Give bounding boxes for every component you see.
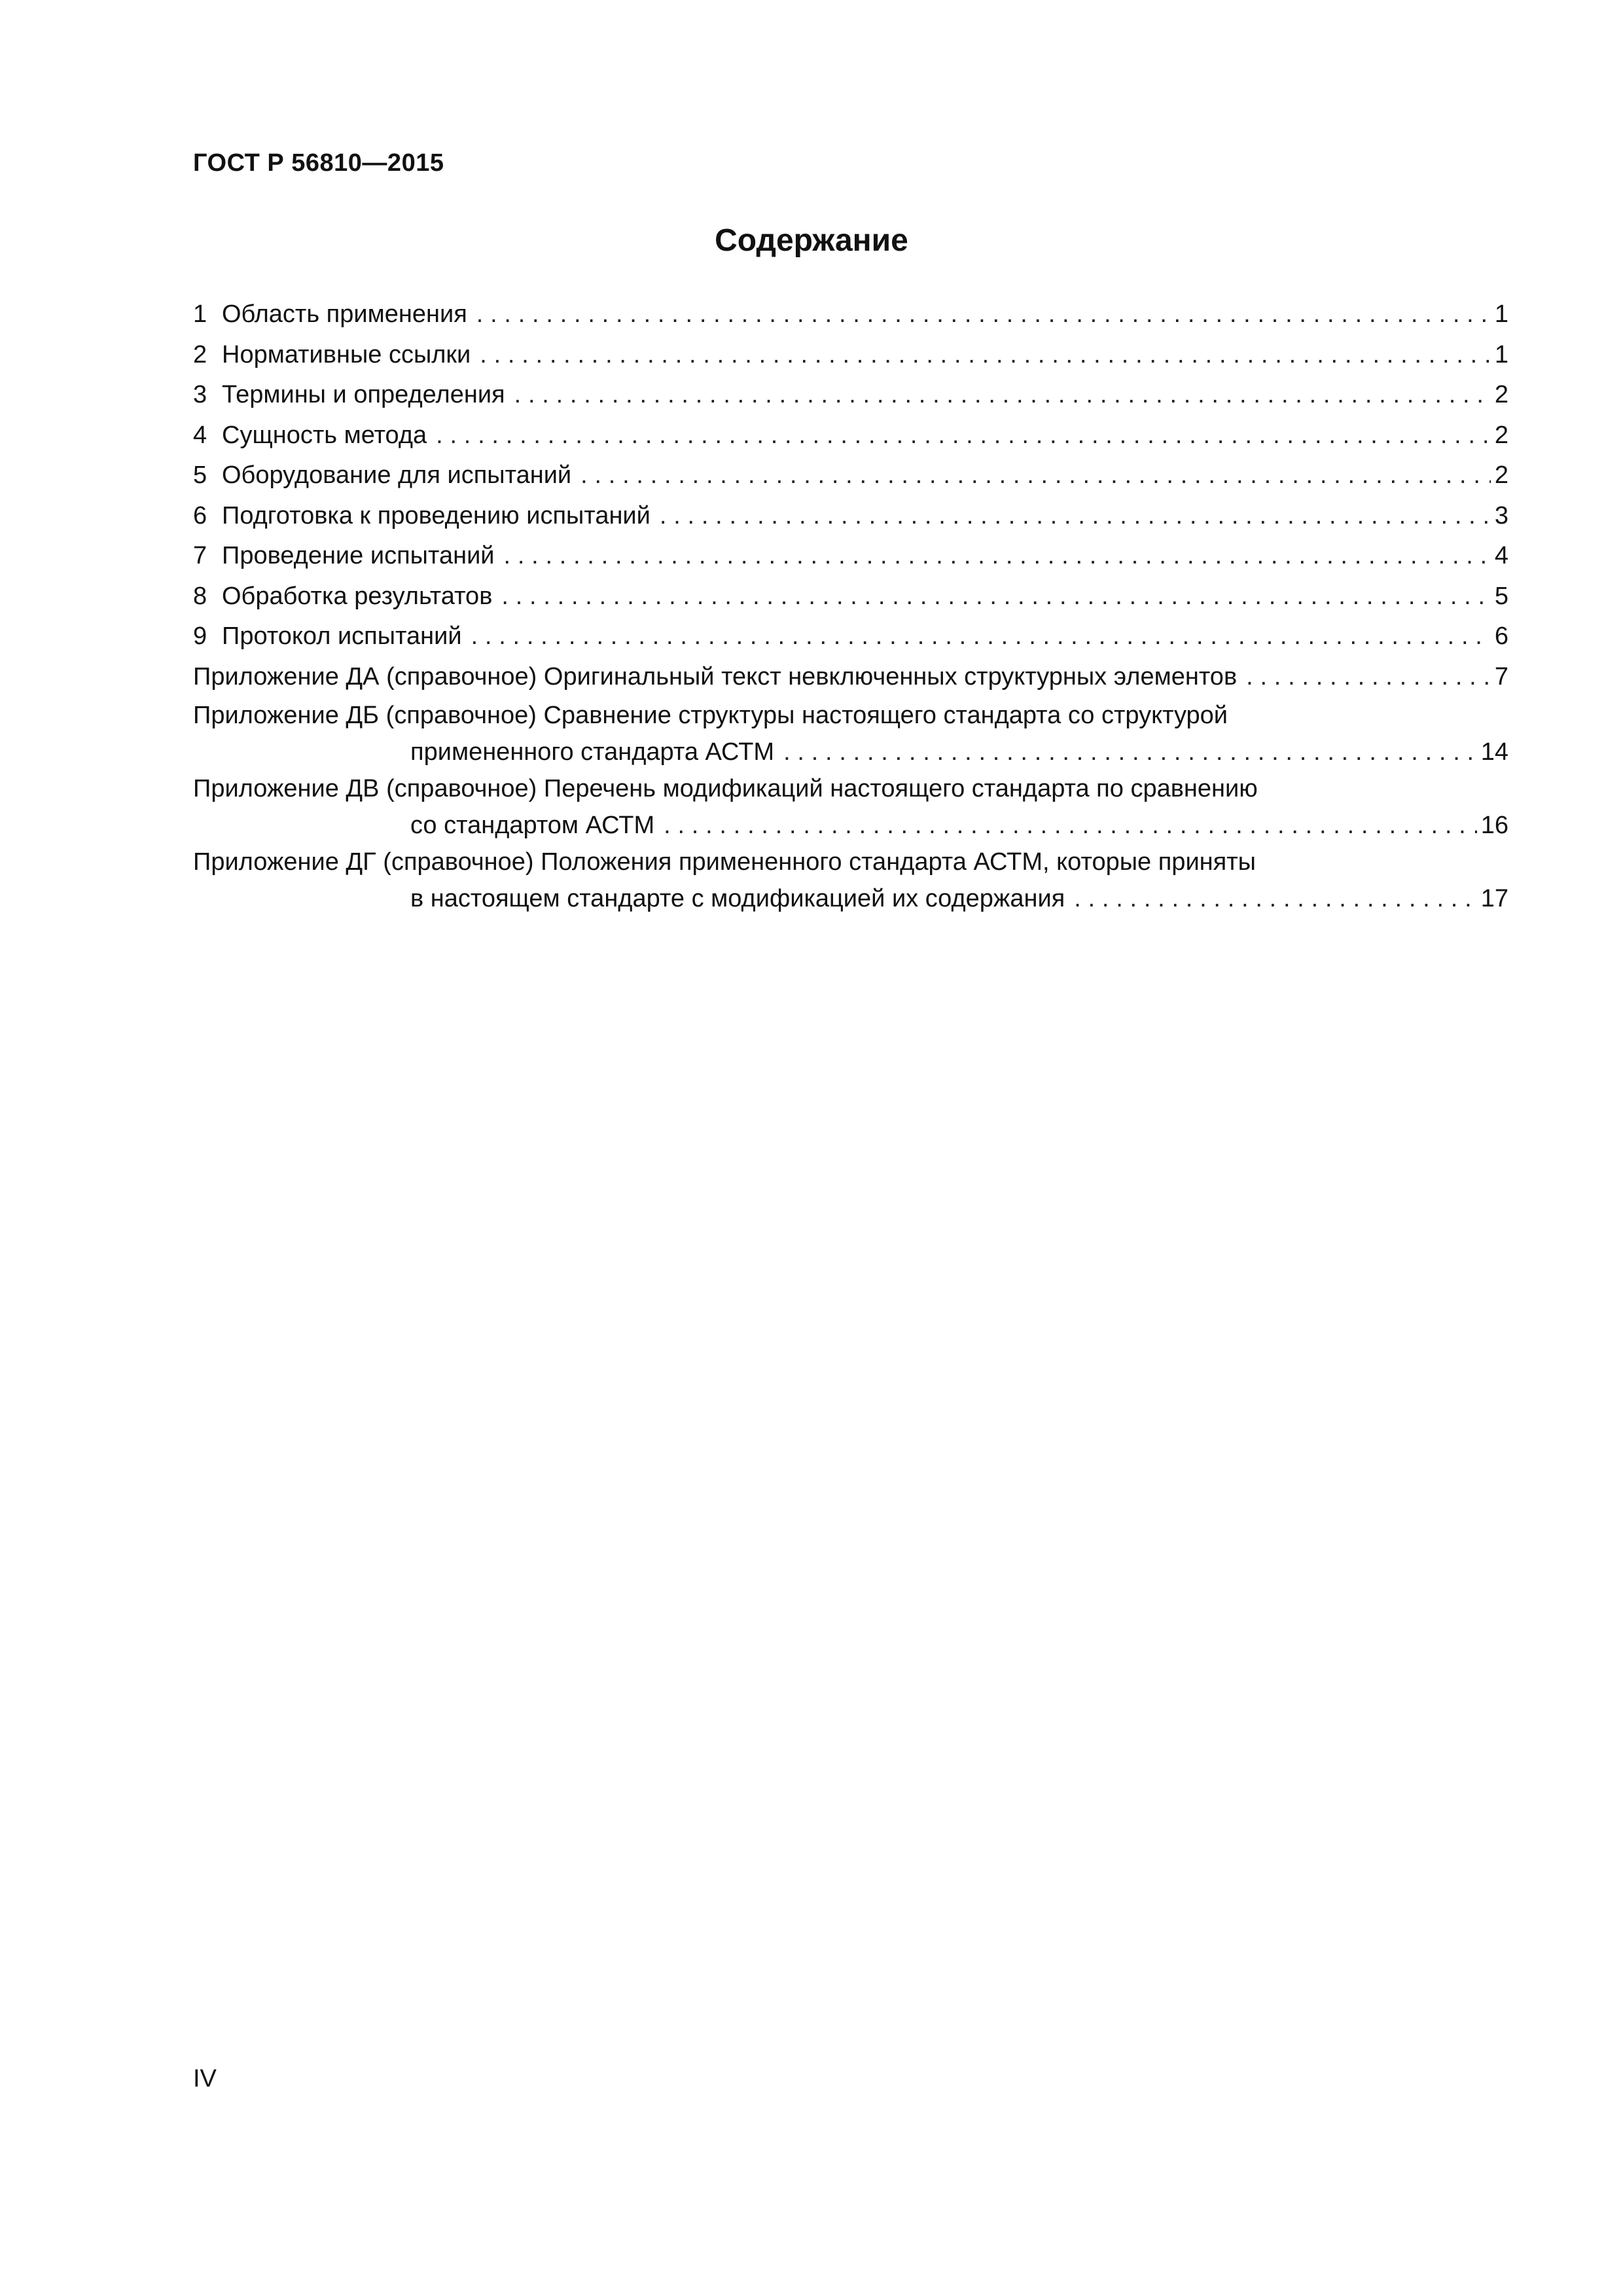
toc-dot-leader — [1246, 657, 1491, 698]
page-number: IV — [193, 2065, 217, 2092]
toc-entry-page: 5 — [1494, 582, 1508, 610]
toc-appendix-dg[interactable] — [193, 844, 1508, 917]
toc-entry-text: Обработка результатов — [222, 582, 493, 610]
toc-entry-9[interactable] — [193, 617, 1508, 657]
toc-entry-page: 1 — [1494, 300, 1508, 328]
toc-dot-leader — [580, 456, 1491, 496]
toc-appendix-text: Приложение ДБ (справочное) Сравнение структуры настоящего стандарта со структурой — [193, 702, 1228, 729]
toc-entry-page: 2 — [1494, 381, 1508, 408]
toc-entry-number: 8 — [193, 582, 207, 610]
toc-entry-number: 3 — [193, 381, 207, 408]
toc-entry-text: Область применения — [222, 300, 467, 328]
toc-entry-3[interactable] — [193, 375, 1508, 416]
toc-appendix-text-continued: со стандартом АСТМ — [410, 812, 655, 839]
toc-entry-page: 3 — [1494, 501, 1508, 529]
toc-entry-text: Сущность метода — [222, 421, 427, 449]
toc-appendix-da[interactable] — [193, 657, 1508, 698]
toc-entry-page: 1 — [1494, 340, 1508, 368]
toc-entry-page: 2 — [1494, 461, 1508, 489]
toc-entry-2[interactable] — [193, 335, 1508, 376]
toc-entry-page: 6 — [1494, 622, 1508, 650]
toc-entry-4[interactable] — [193, 416, 1508, 456]
toc-entry-8[interactable] — [193, 577, 1508, 617]
toc-dot-leader — [514, 375, 1491, 416]
toc-entry-text: Протокол испытаний — [222, 622, 462, 650]
toc-entry-page: 2 — [1494, 421, 1508, 449]
toc-appendix-dv[interactable] — [193, 770, 1508, 844]
toc-entry-number: 5 — [193, 461, 207, 489]
toc-dot-leader — [1074, 880, 1476, 917]
toc-appendix-text: Приложение ДГ (справочное) Положения примененного стандарта АСТМ, которые приняты — [193, 848, 1256, 876]
toc-dot-leader — [471, 617, 1491, 657]
toc-entry-text: Оборудование для испытаний — [222, 461, 572, 489]
toc-dot-leader — [501, 577, 1490, 617]
toc-dot-leader — [476, 295, 1491, 335]
toc-entry-page: 4 — [1494, 542, 1508, 569]
toc-entry-number: 4 — [193, 421, 207, 449]
toc-entry-1[interactable] — [193, 295, 1508, 335]
toc-dot-leader — [436, 416, 1491, 456]
toc-entry-number: 6 — [193, 501, 207, 529]
table-of-contents — [193, 295, 1508, 917]
toc-entry-text: Нормативные ссылки — [222, 340, 471, 368]
toc-appendix-page: 17 — [1480, 885, 1508, 912]
toc-entry-number: 1 — [193, 300, 207, 328]
toc-appendix-text: Приложение ДВ (справочное) Перечень модификаций настоящего стандарта по сравнению — [193, 775, 1258, 802]
toc-dot-leader — [504, 536, 1491, 577]
toc-dot-leader — [783, 734, 1477, 770]
toc-entry-number: 7 — [193, 542, 207, 569]
toc-appendix-page: 14 — [1480, 738, 1508, 766]
toc-entry-number: 9 — [193, 622, 207, 650]
toc-entry-text: Термины и определения — [222, 381, 505, 408]
toc-dot-leader — [480, 335, 1491, 376]
toc-entry-5[interactable] — [193, 456, 1508, 496]
toc-entry-7[interactable] — [193, 536, 1508, 577]
toc-appendix-text-continued: примененного стандарта АСТМ — [410, 738, 775, 766]
toc-entry-number: 2 — [193, 340, 207, 368]
toc-title: Содержание — [715, 223, 908, 258]
toc-dot-leader — [664, 807, 1477, 844]
toc-appendix-text-continued: в настоящем стандарте с модификацией их содержания — [410, 885, 1065, 912]
toc-entry-6[interactable] — [193, 496, 1508, 537]
toc-entry-text: Проведение испытаний — [222, 542, 495, 569]
document-code: ГОСТ Р 56810—2015 — [193, 149, 444, 177]
toc-appendix-text: Приложение ДА (справочное) Оригинальный текст невключенных структурных элементов — [193, 662, 1238, 691]
toc-appendix-page: 16 — [1480, 812, 1508, 839]
toc-appendix-db[interactable] — [193, 697, 1508, 770]
toc-appendix-page: 7 — [1494, 662, 1508, 691]
toc-dot-leader — [660, 496, 1491, 537]
toc-entry-text: Подготовка к проведению испытаний — [222, 501, 651, 529]
